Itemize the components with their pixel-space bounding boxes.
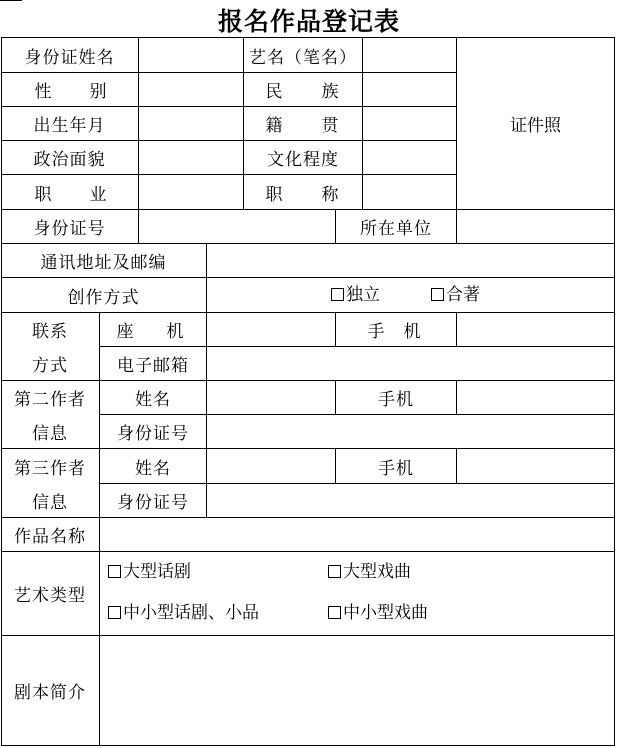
field-native[interactable]	[363, 107, 456, 140]
form-title: 报名作品登记表	[217, 7, 400, 36]
option-small-drama-sketch[interactable]: 中小型话剧、小品	[108, 602, 259, 624]
label-job-1: 职	[34, 184, 52, 205]
field-address[interactable]	[207, 244, 614, 277]
field-gender[interactable]	[139, 73, 243, 106]
label-native-2: 贯	[321, 116, 339, 136]
label-author2-name: 姓名	[135, 390, 171, 410]
label-job-2: 业	[89, 184, 107, 205]
field-mobile[interactable]	[457, 313, 614, 346]
label-gender-1: 性	[34, 82, 52, 102]
field-art-name[interactable]	[363, 38, 456, 72]
field-author3-name[interactable]	[207, 449, 335, 483]
field-workplace[interactable]	[457, 210, 614, 243]
label-address: 通讯地址及邮编	[40, 253, 167, 273]
label-author2-id: 身份证号	[117, 424, 189, 444]
checkbox-icon	[331, 288, 344, 301]
checkbox-icon	[431, 288, 444, 301]
label-landline-2: 机	[166, 322, 184, 342]
option-independent[interactable]: 独立	[331, 284, 380, 306]
label-author2-2: 信息	[32, 424, 68, 444]
label-script-summary: 剧本简介	[14, 683, 86, 703]
field-id-number[interactable]	[139, 210, 335, 243]
label-ethnic-1: 民	[265, 82, 283, 102]
label-landline-1: 座	[116, 322, 134, 342]
label-title-1: 职	[265, 184, 283, 205]
label-author3-2: 信息	[32, 493, 68, 513]
option-coauthored[interactable]: 合著	[431, 284, 480, 306]
label-id-number: 身份证号	[33, 219, 106, 239]
field-author3-id[interactable]	[207, 484, 614, 517]
label-id-name: 身份证姓名	[24, 47, 115, 68]
checkbox-icon	[108, 565, 121, 578]
label-photo: 证件照	[510, 116, 561, 136]
label-title-2: 称	[321, 184, 339, 205]
label-birth: 出生年月	[33, 116, 106, 136]
label-native-1: 籍	[265, 116, 283, 136]
field-landline[interactable]	[207, 313, 335, 346]
field-political[interactable]	[139, 141, 243, 174]
label-mobile-2: 机	[403, 322, 421, 342]
checkbox-icon	[108, 606, 121, 619]
label-art-type: 艺术类型	[14, 586, 86, 606]
label-ethnic-2: 族	[321, 82, 339, 102]
field-script-summary[interactable]	[100, 636, 614, 745]
label-work-name: 作品名称	[14, 527, 86, 547]
label-education: 文化程度	[267, 150, 339, 170]
label-contact-1: 联系	[32, 322, 68, 342]
field-ethnic[interactable]	[363, 73, 456, 106]
option-small-opera[interactable]: 中小型戏曲	[328, 602, 428, 624]
label-political: 政治面貌	[33, 150, 106, 170]
option-large-opera[interactable]: 大型戏曲	[328, 561, 411, 583]
field-birth[interactable]	[139, 107, 243, 140]
label-author3-1: 第三作者	[14, 458, 86, 479]
label-email: 电子邮箱	[117, 356, 189, 376]
field-education[interactable]	[363, 141, 456, 174]
checkbox-icon	[328, 606, 341, 619]
field-author2-id[interactable]	[207, 415, 614, 448]
label-workplace: 所在单位	[360, 219, 432, 239]
checkbox-icon	[328, 565, 341, 578]
option-large-drama[interactable]: 大型话剧	[108, 561, 191, 583]
label-author3-id: 身份证号	[117, 493, 189, 513]
label-art-name: 艺名（笔名）	[249, 47, 357, 68]
field-job[interactable]	[139, 175, 243, 209]
label-author3-name: 姓名	[135, 458, 171, 479]
field-work-name[interactable]	[100, 518, 614, 551]
field-author3-mobile[interactable]	[457, 449, 614, 483]
label-creation-mode: 创作方式	[67, 287, 140, 308]
label-author2-mobile: 手机	[378, 390, 414, 410]
label-gender-2: 别	[89, 82, 107, 102]
label-contact-2: 方式	[32, 356, 68, 376]
label-mobile-1: 手	[367, 322, 385, 342]
label-author3-mobile: 手机	[378, 458, 414, 479]
field-author2-name[interactable]	[207, 381, 335, 414]
field-id-name[interactable]	[139, 38, 243, 72]
field-author2-mobile[interactable]	[457, 381, 614, 414]
field-email[interactable]	[207, 347, 614, 380]
label-author2-1: 第二作者	[14, 390, 86, 410]
field-title[interactable]	[363, 175, 456, 209]
